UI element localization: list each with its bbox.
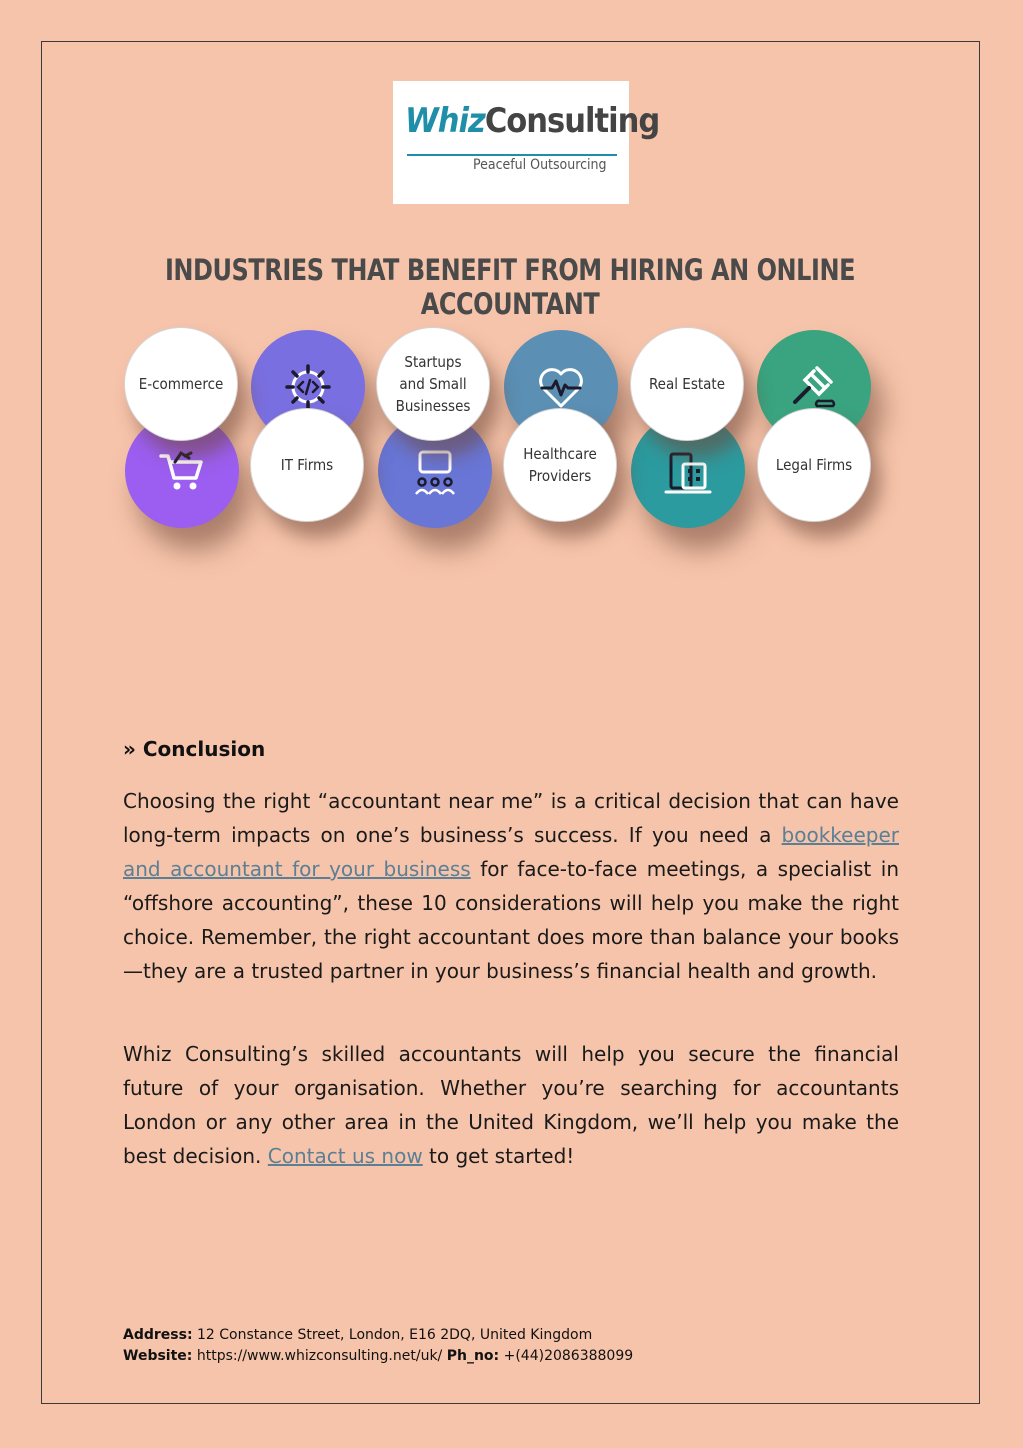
p1-text-after: for face-to-face meetings, a specialist in “offshore accounting”, these 10 considerations will help you make the right choice. Remember, the right accountant does more than balance your books—they are a trusted partner in your business’s financial health and growth.: [123, 857, 899, 983]
code-gear-icon: [281, 360, 335, 414]
logo-tagline: Peaceful Outsourcing: [473, 157, 607, 173]
industry-legal-firms: [757, 408, 871, 522]
conclusion-paragraph-1: [123, 784, 899, 988]
industry-legal-firms-label: Legal Firms: [775, 456, 853, 474]
p2-text-before: Whiz Consulting’s skilled accountants will help you secure the financial future of your organisation. Whether you’re searching for accountants London or any other area in the United Kingdom, we’ll help you make the best decision.: [123, 1042, 899, 1168]
gavel-icon: [787, 360, 841, 414]
industry-healthcare-label: [523, 443, 597, 487]
industry-ecommerce-label: E-commerce: [138, 375, 224, 393]
industry-real-estate: [630, 327, 744, 441]
logo-wordmark: [405, 101, 659, 141]
shopping-cart-icon: [155, 444, 209, 498]
heart-pulse-icon: [534, 360, 588, 414]
website-value: https://www.whizconsulting.net/uk/: [192, 1348, 447, 1364]
industry-startups-label: [396, 351, 471, 417]
startups-line-2: and Small: [399, 375, 467, 393]
footer-website-line: [123, 1346, 633, 1367]
industry-real-estate-label: Real Estate: [648, 375, 726, 393]
industry-ecommerce: [124, 327, 238, 441]
p1-text-before: Choosing the right “accountant near me” is a critical decision that can have long-term impacts on one’s business’s success. If you need a: [123, 789, 899, 847]
website-label: Website:: [123, 1348, 193, 1364]
industry-it-firms-label: IT Firms: [280, 456, 334, 474]
healthcare-line-2: Providers: [528, 467, 592, 485]
phone-label: Ph_no:: [446, 1348, 500, 1364]
p2-text-after: to get started!: [422, 1144, 575, 1168]
industry-healthcare: [503, 408, 617, 522]
conclusion-paragraph-2: [123, 1037, 899, 1173]
logo-underline: [407, 154, 617, 156]
startups-line-1: Startups: [404, 353, 462, 371]
healthcare-line-1: Healthcare: [523, 445, 597, 463]
logo-consulting: Consulting: [484, 101, 660, 141]
whiz-consulting-logo: [393, 81, 660, 204]
footer-address-line: [123, 1325, 633, 1346]
logo-whiz: Whiz: [405, 101, 485, 141]
team-presentation-icon: [408, 444, 462, 498]
conclusion-heading: » Conclusion: [123, 737, 266, 761]
phone-value: +(44)2086388099: [499, 1348, 634, 1364]
contact-us-link[interactable]: Contact us now: [267, 1144, 423, 1168]
building-icon: [661, 444, 715, 498]
infographic-title: INDUSTRIES THAT BENEFIT FROM HIRING AN ONLINE ACCOUNTANT: [164, 253, 856, 321]
footer-contact: [123, 1325, 633, 1367]
address-value: 12 Constance Street, London, E16 2DQ, United Kingdom: [192, 1327, 593, 1343]
industry-it-firms: [250, 408, 364, 522]
address-label: Address:: [123, 1327, 193, 1343]
industry-startups: [376, 327, 490, 441]
bookkeeper-accountant-link[interactable]: bookkeeper and accountant for your business: [123, 823, 899, 881]
startups-line-3: Businesses: [395, 397, 471, 415]
page-frame: [41, 41, 980, 1404]
